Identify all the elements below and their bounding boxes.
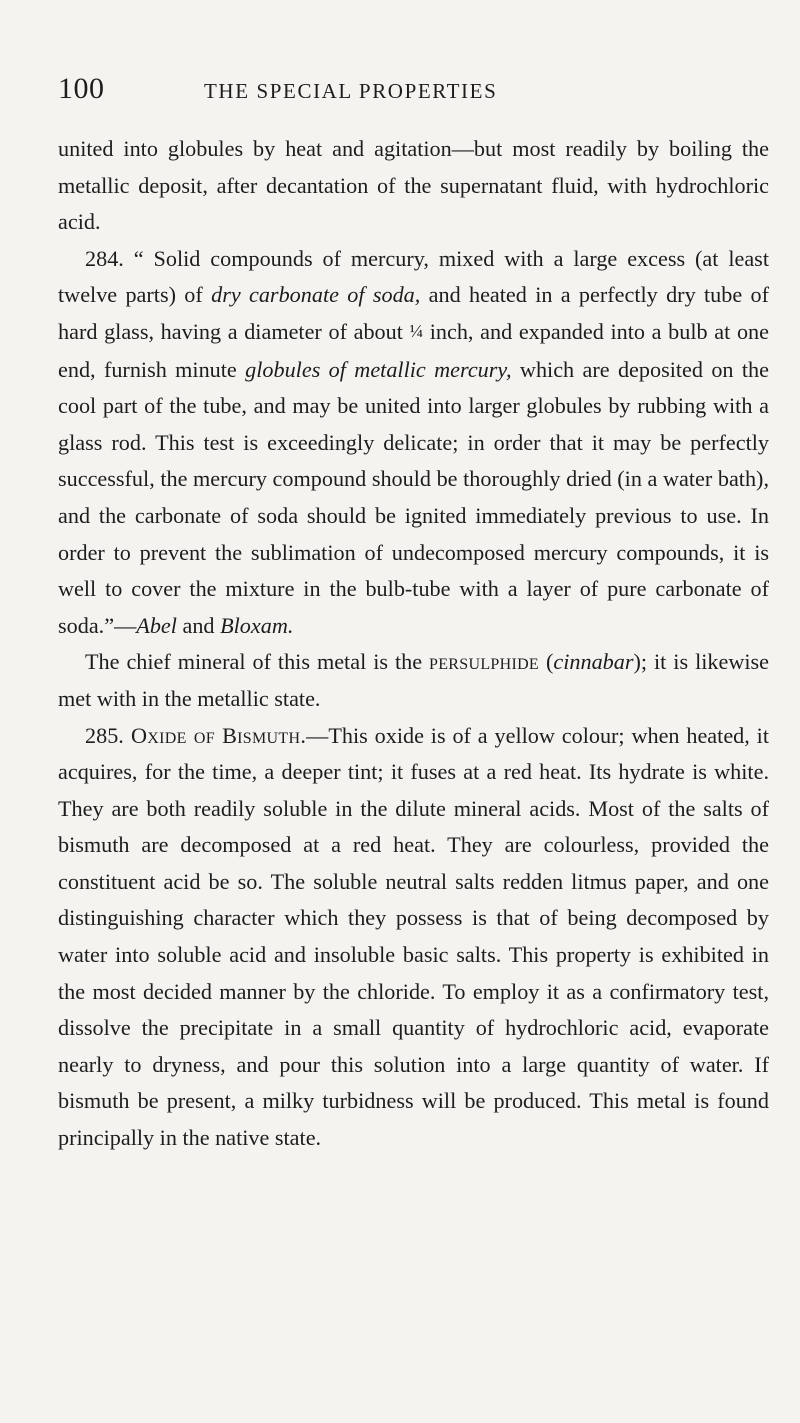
emphasis-text: globules of metallic mercury, (245, 356, 512, 382)
fraction: ¼ (409, 320, 424, 341)
paragraph-text: which are deposited on the cool part of the tube, and may be united into larger globules by rubbing with a glass rod. This test is exceedingly delicate; in order that it may be perfectly successful, the mercury compound should be thoroughly dried (in a water bath), and the carbonate of soda should be ignited immediately previous to use. In order to prevent the sublimation of undecomposed mercury compounds, it is well to cover the mixture in the bulb-tube with a layer of pure carbonate of soda.”— (58, 356, 769, 638)
paragraph-284 (58, 241, 769, 645)
running-head: THE SPECIAL PROPERTIES (204, 79, 498, 103)
small-caps-term: persulphide (429, 649, 540, 675)
author-name: Bloxam. (220, 612, 294, 638)
paragraph-text: and heated in a perfectly dry tube of hard glass, having a diameter of about (58, 282, 769, 344)
paragraph-cinnabar (58, 644, 769, 717)
section-number: 284. (85, 245, 124, 271)
paragraph-text: ( (539, 649, 554, 675)
paragraph-text: “ Solid compounds of mercury, mixed with a large excess (at least twelve parts) of (58, 245, 769, 308)
section-number: 285. (85, 722, 124, 748)
page-header (58, 72, 778, 112)
emphasis-text: cinnabar (553, 649, 634, 675)
author-name: Abel (136, 612, 177, 638)
paragraph-text: The chief mineral of this metal is the (85, 649, 430, 675)
paragraph-continued (58, 131, 769, 241)
paragraph-285 (58, 718, 769, 1157)
body-text (58, 131, 769, 1157)
section-heading: Oxide of Bismuth. (123, 722, 307, 748)
paragraph-text: ); it is likewise met with in the metallic state. (58, 649, 770, 711)
emphasis-text: dry carbonate of soda, (211, 282, 421, 308)
paragraph-text: and (176, 612, 221, 638)
paragraph-text: inch, and expanded into a bulb at one end, furnish minute (58, 318, 769, 382)
page-number: 100 (58, 72, 105, 105)
paragraph-text: united into globules by heat and agitation—but most readily by boiling the metallic deposit, after decantation of the supernatant fluid, with hydrochloric acid. (58, 136, 769, 235)
paragraph-text: —This oxide is of a yellow colour; when heated, it acquires, for the time, a deeper tint; it fuses at a red heat. Its hydrate is white. They are both readily soluble in the dilute mineral acids. Most of the salts of bismuth are decomposed at a red heat. They are colourless, provided the constituent acid be so. The soluble neutral salts redden litmus paper, and one distinguishing character which they possess is that of being decomposed by water into soluble acid and insoluble basic salts. This property is exhibited in the most decided manner by the chloride. To employ it as a confirmatory test, dissolve the precipitate in a small quantity of hydrochloric acid, evaporate nearly to dryness, and pour this solution into a large quantity of water. If bismuth be present, a milky turbidness will be produced. This metal is found principally in the native state. (58, 722, 769, 1151)
